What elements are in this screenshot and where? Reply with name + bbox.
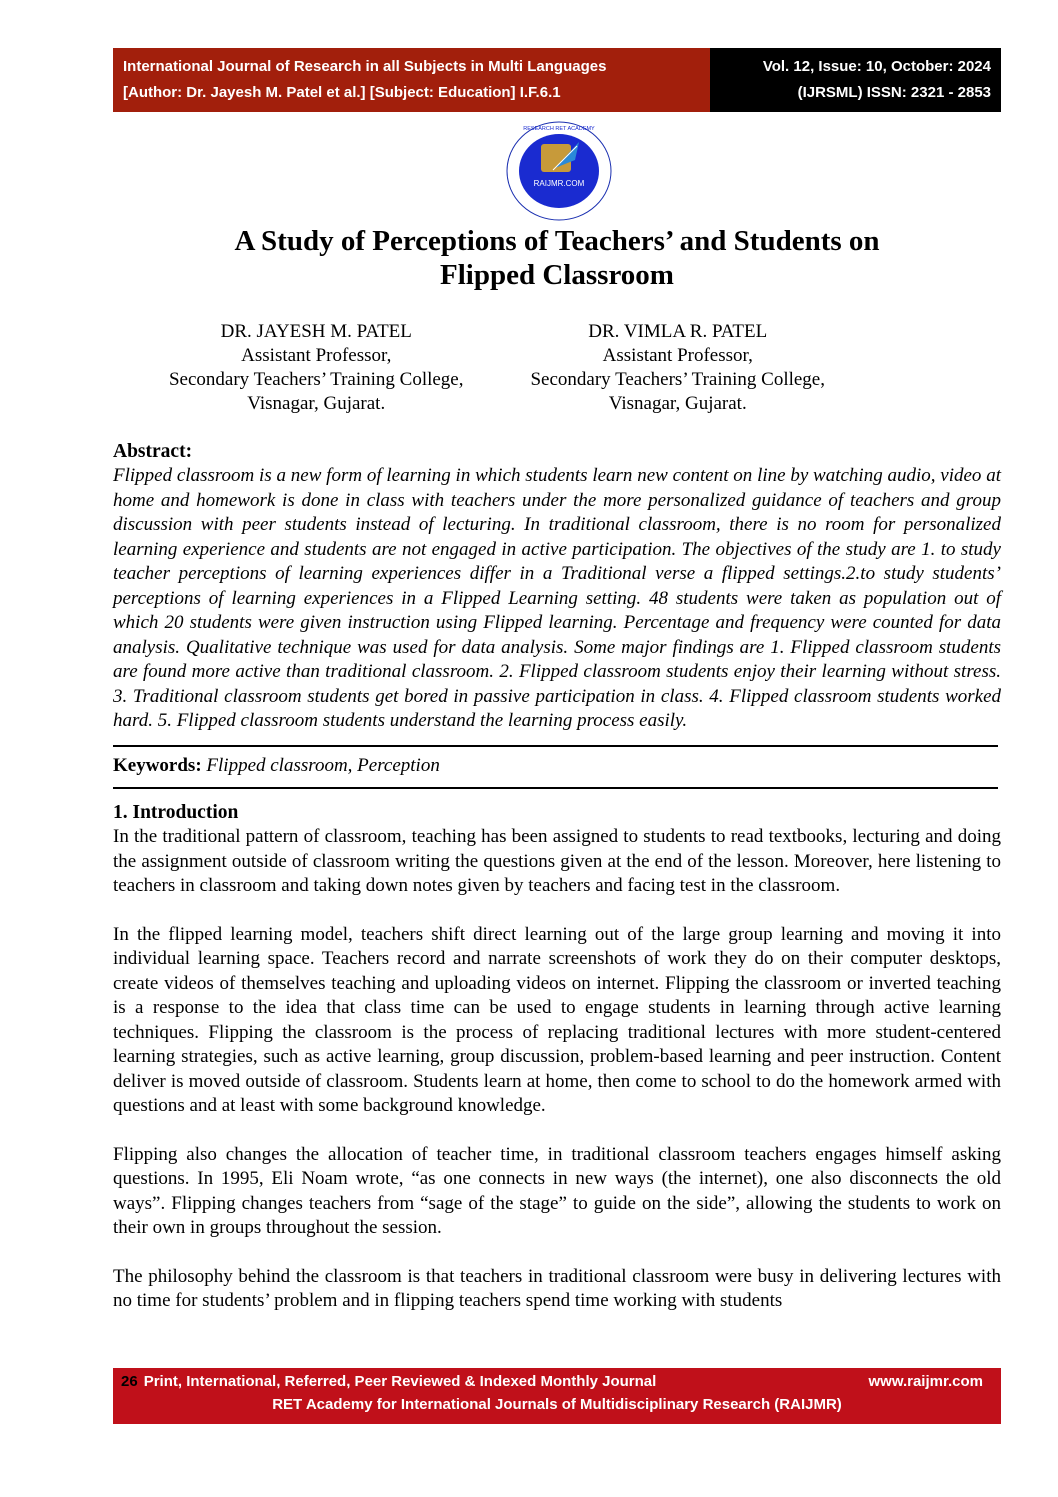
keywords-line [113, 754, 1001, 779]
volume-issue: Vol. 12, Issue: 10, October: 2024 [762, 58, 991, 75]
author-location: Visnagar, Gujarat. [608, 393, 747, 414]
raijmr-logo [505, 120, 613, 222]
author-institution: Secondary Teachers’ Training College, [530, 369, 825, 390]
keywords-label: Keywords: [113, 754, 202, 776]
logo-emblem-icon [505, 120, 613, 222]
author-name: DR. JAYESH M. PATEL [220, 321, 412, 342]
intro-paragraph-3: Flipping also changes the allocation of teacher time, in traditional classroom teachers engages himself asking questions. In 1995, Eli Noam wrote, “as one connects in new ways (the internet), one also disconnects the old ways”. Flipping changes teachers from “sage of the stage” to guide on the side”, allowing the students to work on their own in groups throughout the session. [113, 1143, 1001, 1238]
journal-header-left [113, 48, 710, 112]
author-name: DR. VIMLA R. PATEL [588, 321, 768, 342]
footer-website-link[interactable]: www.raijmr.com [868, 1373, 983, 1390]
page-number: 26 [121, 1373, 138, 1390]
author-2 [355, 320, 1002, 416]
issn: (IJRSML) ISSN: 2321 - 2853 [797, 84, 991, 101]
svg-text:RESEARCH RET ACADEMY: RESEARCH RET ACADEMY [523, 126, 595, 132]
footer-publisher: RET Academy for International Journals of Multidisciplinary Research (RAIJMR) [272, 1396, 842, 1413]
intro-paragraph-1: In the traditional pattern of classroom, teaching has been assigned to students to read textbooks, lecturing and doing the assignment outside of classroom writing the questions given at the end of the lesson. Moreover, here listening to teachers in classroom and taking down notes given by teachers and facing test in the classroom. [113, 826, 1001, 896]
title-line-2: Flipped Classroom [440, 259, 674, 291]
journal-name: International Journal of Research in all Subjects in Multi Languages [123, 58, 607, 75]
introduction-heading: 1. Introduction [113, 802, 239, 823]
author-position: Assistant Professor, [602, 345, 753, 366]
journal-header [113, 48, 1001, 112]
author-location: Visnagar, Gujarat. [247, 393, 386, 414]
footer-tagline: Print, International, Referred, Peer Reviewed & Indexed Monthly Journal [143, 1373, 657, 1390]
paper-body [113, 440, 1001, 1314]
intro-paragraph-4: The philosophy behind the classroom is that teachers in traditional classroom were busy in delivering lectures with no time for students’ problem and in flipping teachers spend time working with students [113, 1265, 1001, 1311]
svg-text:RAIJMR.COM: RAIJMR.COM [533, 179, 585, 188]
abstract-heading: Abstract: [113, 441, 193, 462]
authors-block [113, 320, 1001, 416]
keywords-value: Flipped classroom, Perception [201, 754, 440, 776]
author-subject-line: [Author: Dr. Jayesh M. Patel et al.] [Subject: Education] I.F.6.1 [123, 84, 561, 101]
author-position: Assistant Professor, [241, 345, 392, 366]
paper-title [113, 224, 1001, 292]
title-line-1: A Study of Perceptions of Teachers’ and Students on [234, 225, 880, 257]
divider [113, 787, 998, 789]
divider [113, 745, 998, 747]
abstract-text: Flipped classroom is a new form of learning in which students learn new content on line by watching audio, video at home and homework is done in class with teachers under the more personalized guidance of teachers and group discussion with peer students instead of lecturing. In traditional classroom, there is no room for personalized learning experience and students are not engaged in active participation. The objectives of the study are 1. to study teacher perceptions of learning experiences differ in a Traditional verse a flipped settings.2.to study students’ perceptions of learning experiences in a Flipped Learning setting. 48 students were taken as population out of which 20 students were given instruction using Flipped learning. Percentage and frequency were counted for data analysis. Qualitative technique was used for data analysis. Some major findings are 1. Flipped classroom students are found more active than traditional classroom. 2. Flipped classroom students enjoy their learning without stress. 3. Traditional classroom students get bored in passive participation in class. 4. Flipped classroom students worked hard. 5. Flipped classroom students understand the learning process easily. [113, 465, 1001, 731]
journal-footer [113, 1368, 1001, 1424]
author-institution: Secondary Teachers’ Training College, [168, 369, 464, 390]
journal-header-right [710, 48, 1001, 112]
intro-paragraph-2: In the flipped learning model, teachers shift direct learning out of the large group learning and moving it into individual learning space. Teachers record and narrate screenshots of work they do on their computer desktops, create videos of themselves teaching and uploading videos on internet. Flipping the classroom or inverted teaching is a response to the idea that class time can be used to engage students in learning through active learning techniques. Flipping the classroom is the process of replacing traditional lectures with more student-centered learning strategies, such as active learning, group discussion, problem-based learning and peer instruction. Content deliver is moved outside of classroom. Students learn at home, then come to school to do the homework armed with questions and at least with some background knowledge. [113, 923, 1001, 1116]
